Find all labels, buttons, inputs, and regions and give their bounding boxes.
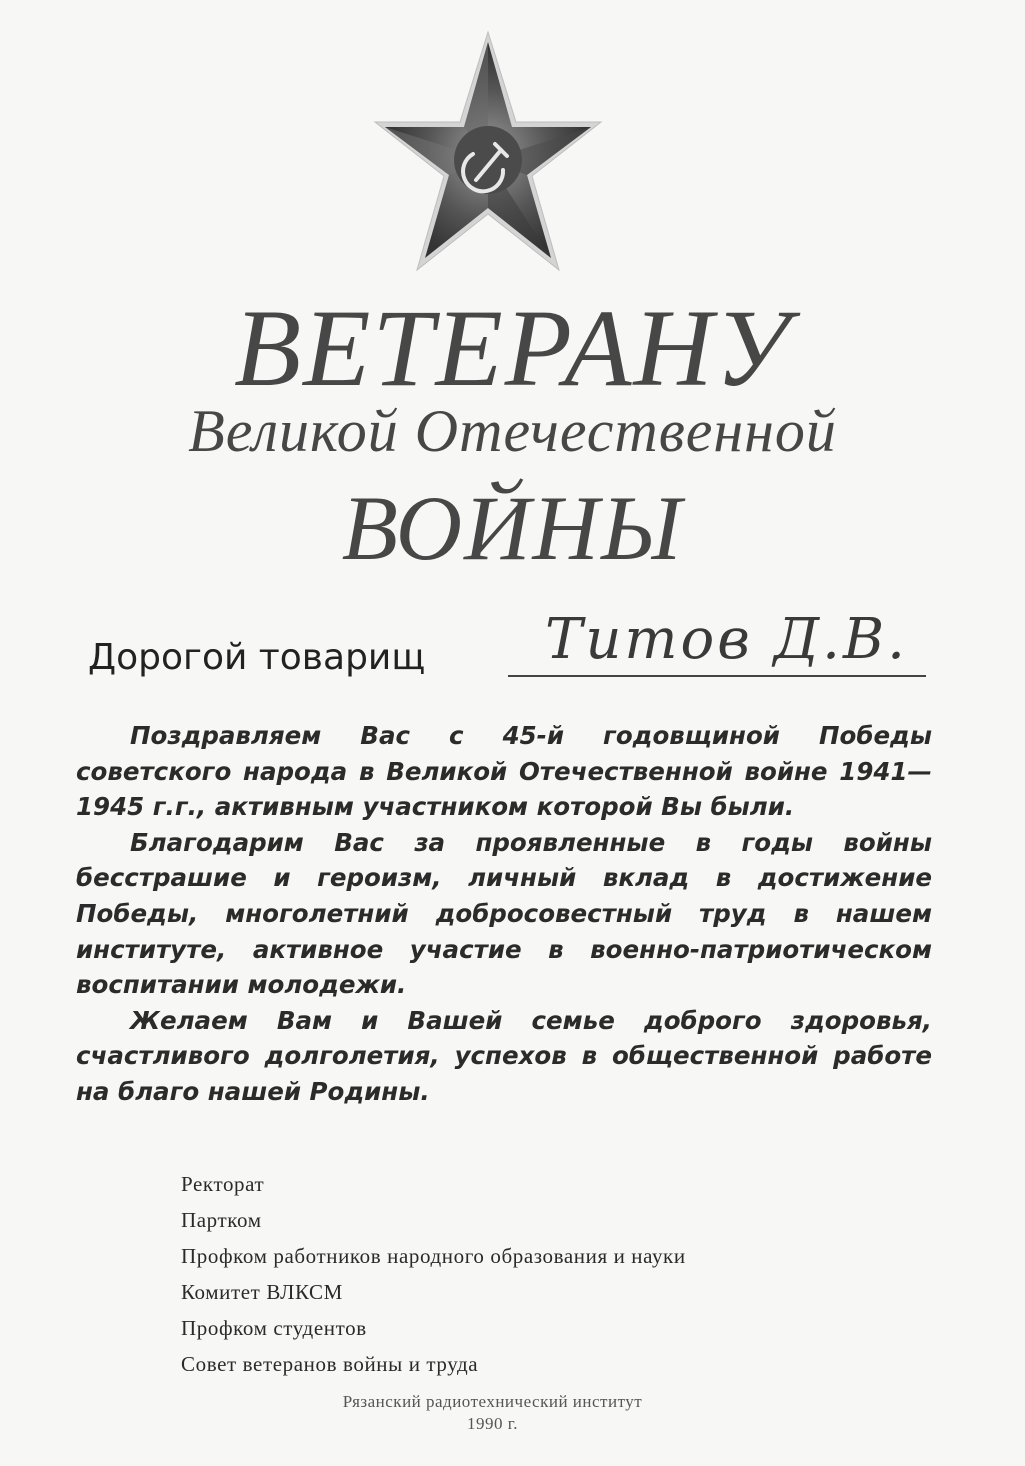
title-great-patriotic: Великой Отечественной	[188, 398, 837, 464]
signer-item: Профком студентов	[181, 1316, 367, 1340]
signer-item: Комитет ВЛКСМ	[181, 1280, 343, 1304]
signer-item: Совет ветеранов войны и труда	[181, 1352, 479, 1376]
star-hammer-sickle-icon	[373, 30, 603, 280]
signatories-list	[181, 1166, 686, 1382]
salutation-label: Дорогой товарищ	[88, 637, 426, 678]
paragraph-congratulation: Поздравляем Вас с 45-й годовщиной Победы советского народа в Великой Отечественной войне 1941—1945 г.г., активным участником которой Вы были.	[76, 721, 932, 822]
institution-name: Рязанский радиотехнический институт	[342, 1392, 643, 1411]
congratulation-text	[76, 718, 932, 1110]
paragraph-gratitude: Благодарим Вас за проявленные в годы войны бесстрашие и героизм, личный вклад в достижение Победы, многолетний добросовестный труд в нашем институте, активное участие в военно-патриотическом воспитании молодежи.	[76, 827, 932, 1000]
signer-item: Ректорат	[181, 1172, 265, 1196]
paragraph-wishes: Желаем Вам и Вашей семье доброго здоровья, счастливого долголетия, успехов в общественной работе на благо нашей Родины.	[76, 1005, 932, 1106]
signer-item: Профком работников народного образования и науки	[181, 1244, 686, 1268]
handwritten-name: Титов Д.В.	[545, 607, 908, 672]
title-veteranu: ВЕТЕРАНУ	[234, 287, 791, 409]
issue-year: 1990 г.	[466, 1414, 519, 1433]
title-war: ВОЙНЫ	[341, 477, 684, 579]
name-underline	[508, 675, 926, 677]
signer-item: Партком	[181, 1208, 262, 1232]
